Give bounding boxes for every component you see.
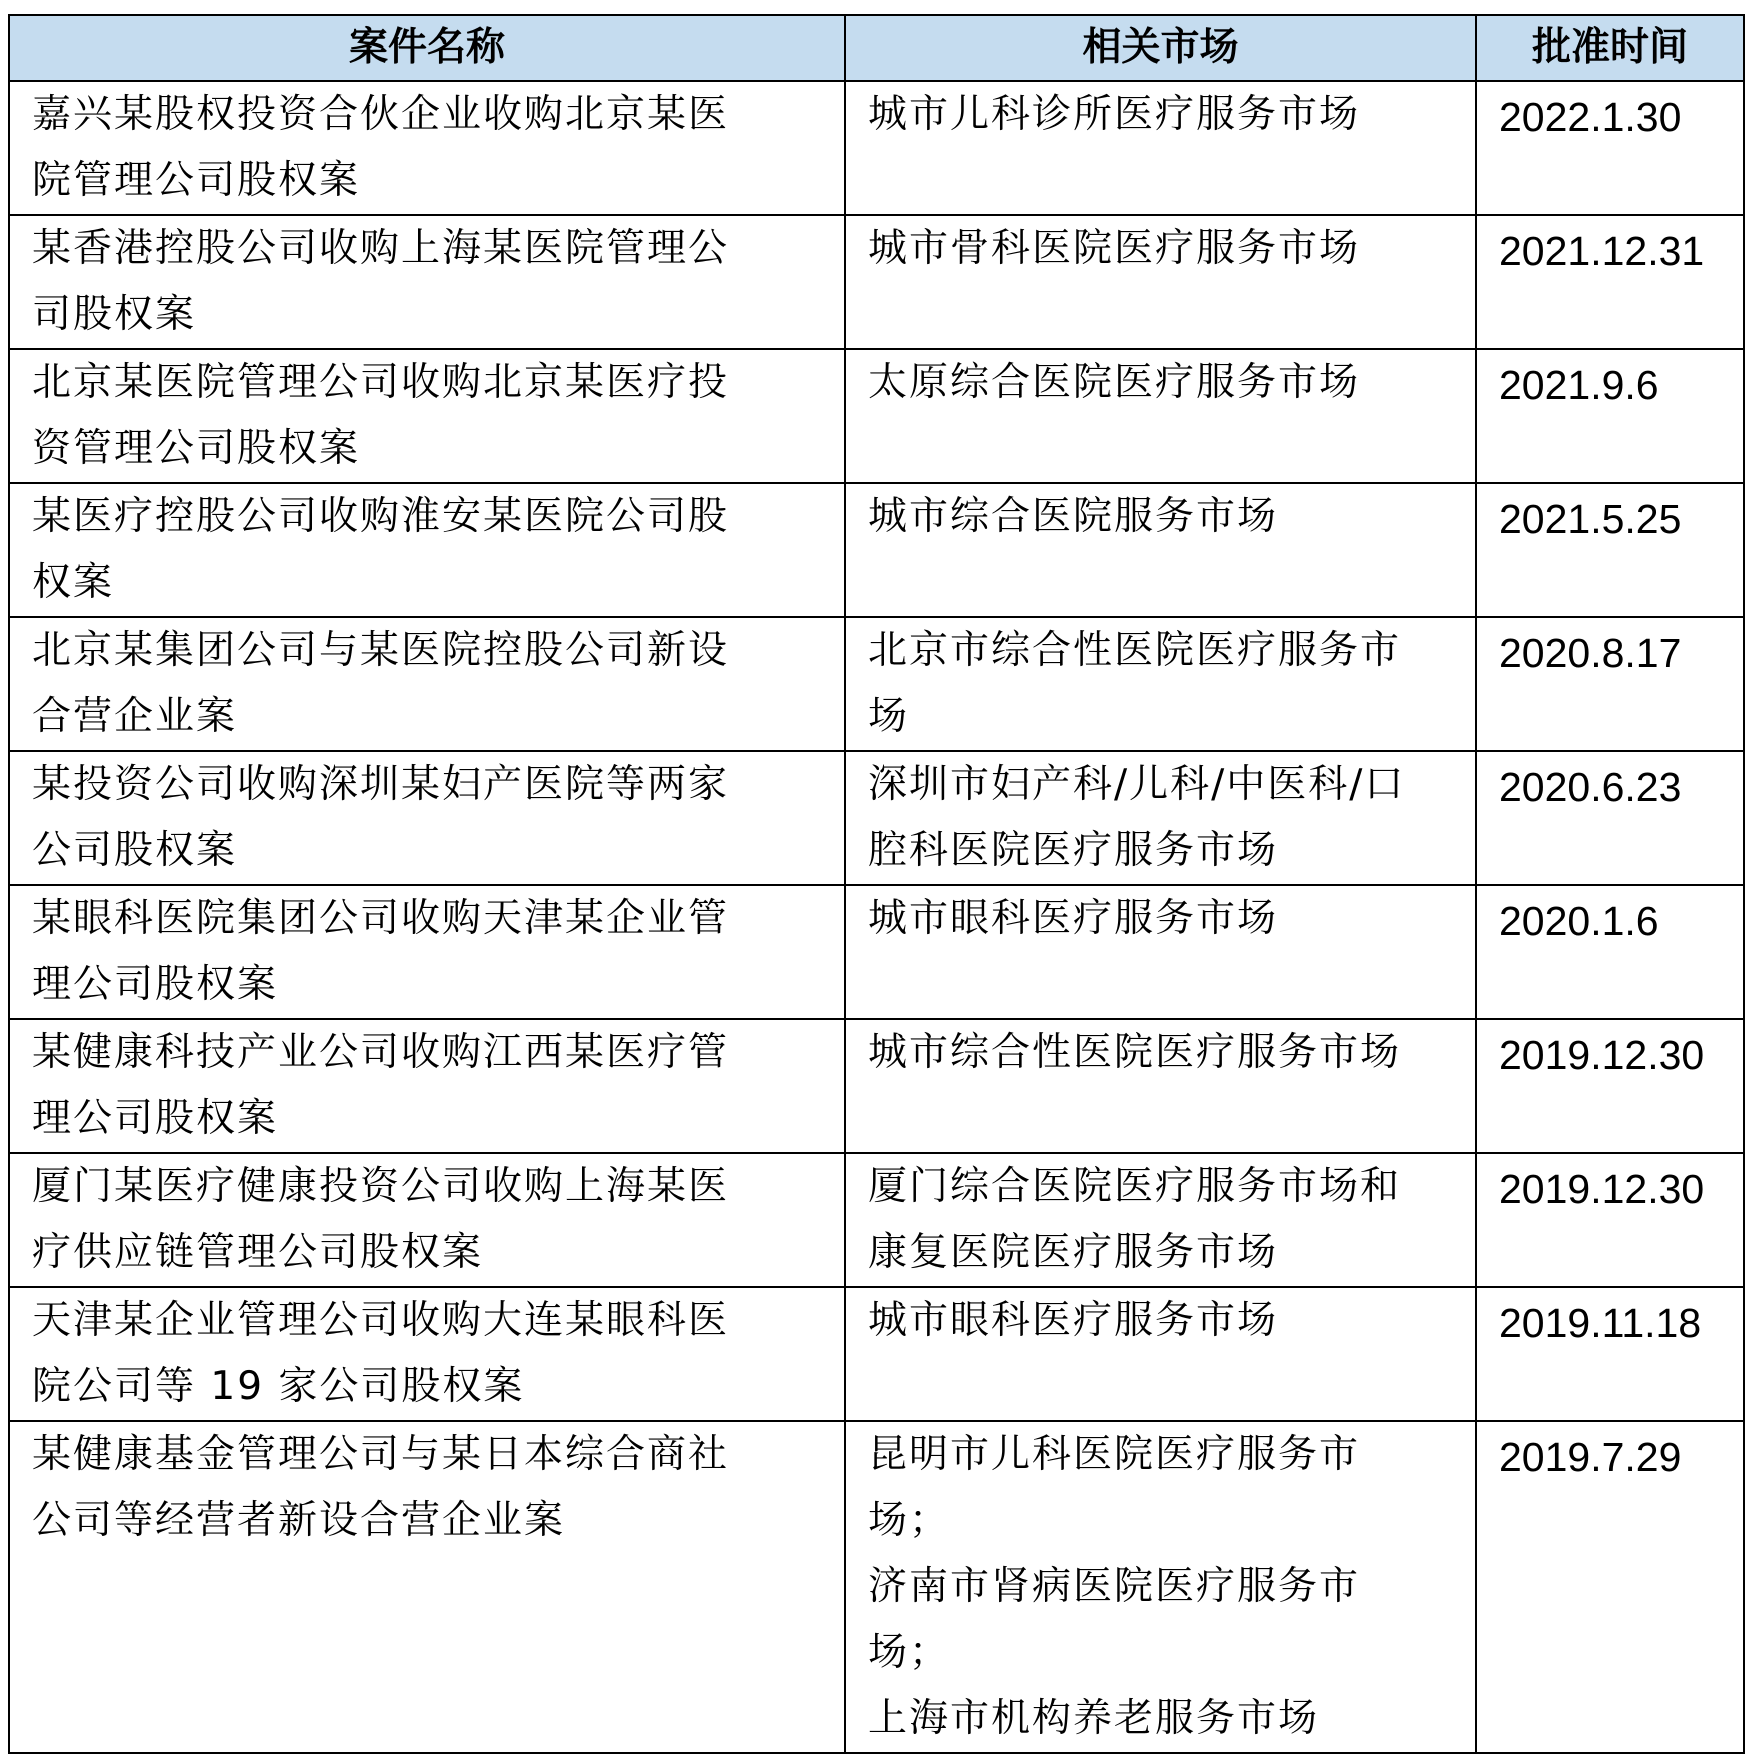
market-line: 上海市机构养老服务市场 — [868, 1696, 1320, 1741]
approval-date-cell: 2020.1.6 — [1476, 885, 1744, 1019]
approval-date-cell: 2019.12.30 — [1476, 1153, 1744, 1287]
case-name-line: 理公司股权案 — [32, 962, 279, 1007]
table-row — [9, 1421, 1744, 1753]
table-row — [9, 1287, 1744, 1421]
market-line: 城市综合医院服务市场 — [868, 494, 1279, 539]
market-line: 北京市综合性医院医疗服务市 — [868, 628, 1402, 673]
table-header-row — [9, 15, 1744, 81]
table-body — [9, 81, 1744, 1753]
approval-date-cell: 2019.11.18 — [1476, 1287, 1744, 1421]
case-name-line: 某健康科技产业公司收购江西某医疗管 — [32, 1030, 730, 1075]
market-line: 城市眼科医疗服务市场 — [868, 896, 1279, 941]
case-name-line: 公司等经营者新设合营企业案 — [32, 1498, 566, 1543]
market-line: 城市儿科诊所医疗服务市场 — [868, 92, 1361, 137]
case-name-line: 厦门某医疗健康投资公司收购上海某医 — [32, 1164, 730, 1209]
market-line: 康复医院医疗服务市场 — [868, 1230, 1279, 1275]
case-name-cell — [9, 81, 845, 215]
case-name-cell — [9, 1153, 845, 1287]
case-name-cell — [9, 483, 845, 617]
approval-date-cell: 2021.9.6 — [1476, 349, 1744, 483]
market-cell — [845, 1153, 1476, 1287]
table-row — [9, 1019, 1744, 1153]
market-cell — [845, 81, 1476, 215]
case-name-cell — [9, 617, 845, 751]
market-line: 腔科医院医疗服务市场 — [868, 828, 1279, 873]
table-row — [9, 751, 1744, 885]
market-cell — [845, 349, 1476, 483]
case-name-cell — [9, 1421, 845, 1753]
case-name-line: 北京某集团公司与某医院控股公司新设 — [32, 628, 730, 673]
case-table — [8, 14, 1745, 1754]
table-row — [9, 885, 1744, 1019]
case-table-container — [8, 14, 1743, 1754]
table-row — [9, 483, 1744, 617]
table-row — [9, 81, 1744, 215]
market-cell — [845, 1287, 1476, 1421]
approval-date-cell: 2019.7.29 — [1476, 1421, 1744, 1753]
market-line: 深圳市妇产科/儿科/中医科/口 — [868, 762, 1406, 807]
case-name-cell — [9, 349, 845, 483]
table-row — [9, 1153, 1744, 1287]
case-name-line: 疗供应链管理公司股权案 — [32, 1230, 484, 1275]
market-cell — [845, 1421, 1476, 1753]
case-name-line: 某眼科医院集团公司收购天津某企业管 — [32, 896, 730, 941]
case-name-cell — [9, 885, 845, 1019]
market-cell — [845, 751, 1476, 885]
table-row — [9, 617, 1744, 751]
approval-date-cell: 2020.6.23 — [1476, 751, 1744, 885]
case-name-cell — [9, 1019, 845, 1153]
market-line: 场； — [868, 1498, 951, 1543]
market-cell — [845, 215, 1476, 349]
market-line: 城市骨科医院医疗服务市场 — [868, 226, 1361, 271]
case-name-line: 某投资公司收购深圳某妇产医院等两家 — [32, 762, 730, 807]
market-line: 厦门综合医院医疗服务市场和 — [868, 1164, 1402, 1209]
case-name-line: 嘉兴某股权投资合伙企业收购北京某医 — [32, 92, 730, 137]
market-cell — [845, 885, 1476, 1019]
market-line: 城市眼科医疗服务市场 — [868, 1298, 1279, 1343]
case-name-cell — [9, 751, 845, 885]
market-cell — [845, 1019, 1476, 1153]
case-name-line: 司股权案 — [32, 292, 197, 337]
market-line: 城市综合性医院医疗服务市场 — [868, 1030, 1402, 1075]
table-row — [9, 349, 1744, 483]
case-name-line: 北京某医院管理公司收购北京某医疗投 — [32, 360, 730, 405]
market-line: 场 — [868, 694, 910, 739]
approval-date-cell: 2021.12.31 — [1476, 215, 1744, 349]
approval-date-cell: 2019.12.30 — [1476, 1019, 1744, 1153]
approval-date-cell: 2021.5.25 — [1476, 483, 1744, 617]
case-name-line: 某医疗控股公司收购淮安某医院公司股 — [32, 494, 730, 539]
case-name-line: 院管理公司股权案 — [32, 158, 361, 203]
approval-date-cell: 2020.8.17 — [1476, 617, 1744, 751]
case-name-line: 合营企业案 — [32, 694, 238, 739]
case-name-cell — [9, 215, 845, 349]
case-name-line: 权案 — [32, 560, 115, 605]
case-name-line: 资管理公司股权案 — [32, 426, 361, 471]
market-cell — [845, 483, 1476, 617]
approval-date-cell: 2022.1.30 — [1476, 81, 1744, 215]
market-line: 济南市肾病医院医疗服务市 — [868, 1564, 1361, 1609]
table-row — [9, 215, 1744, 349]
case-name-line: 某健康基金管理公司与某日本综合商社 — [32, 1432, 730, 1477]
market-line: 太原综合医院医疗服务市场 — [868, 360, 1361, 405]
case-name-line: 公司股权案 — [32, 828, 238, 873]
header-case-name: 案件名称 — [9, 15, 845, 81]
case-name-line: 院公司等 19 家公司股权案 — [32, 1364, 525, 1409]
market-cell — [845, 617, 1476, 751]
case-name-cell — [9, 1287, 845, 1421]
case-name-line: 理公司股权案 — [32, 1096, 279, 1141]
header-market: 相关市场 — [845, 15, 1476, 81]
market-line: 昆明市儿科医院医疗服务市 — [868, 1432, 1361, 1477]
case-name-line: 天津某企业管理公司收购大连某眼科医 — [32, 1298, 730, 1343]
header-approval-date: 批准时间 — [1476, 15, 1744, 81]
market-line: 场； — [868, 1630, 951, 1675]
case-name-line: 某香港控股公司收购上海某医院管理公 — [32, 226, 730, 271]
